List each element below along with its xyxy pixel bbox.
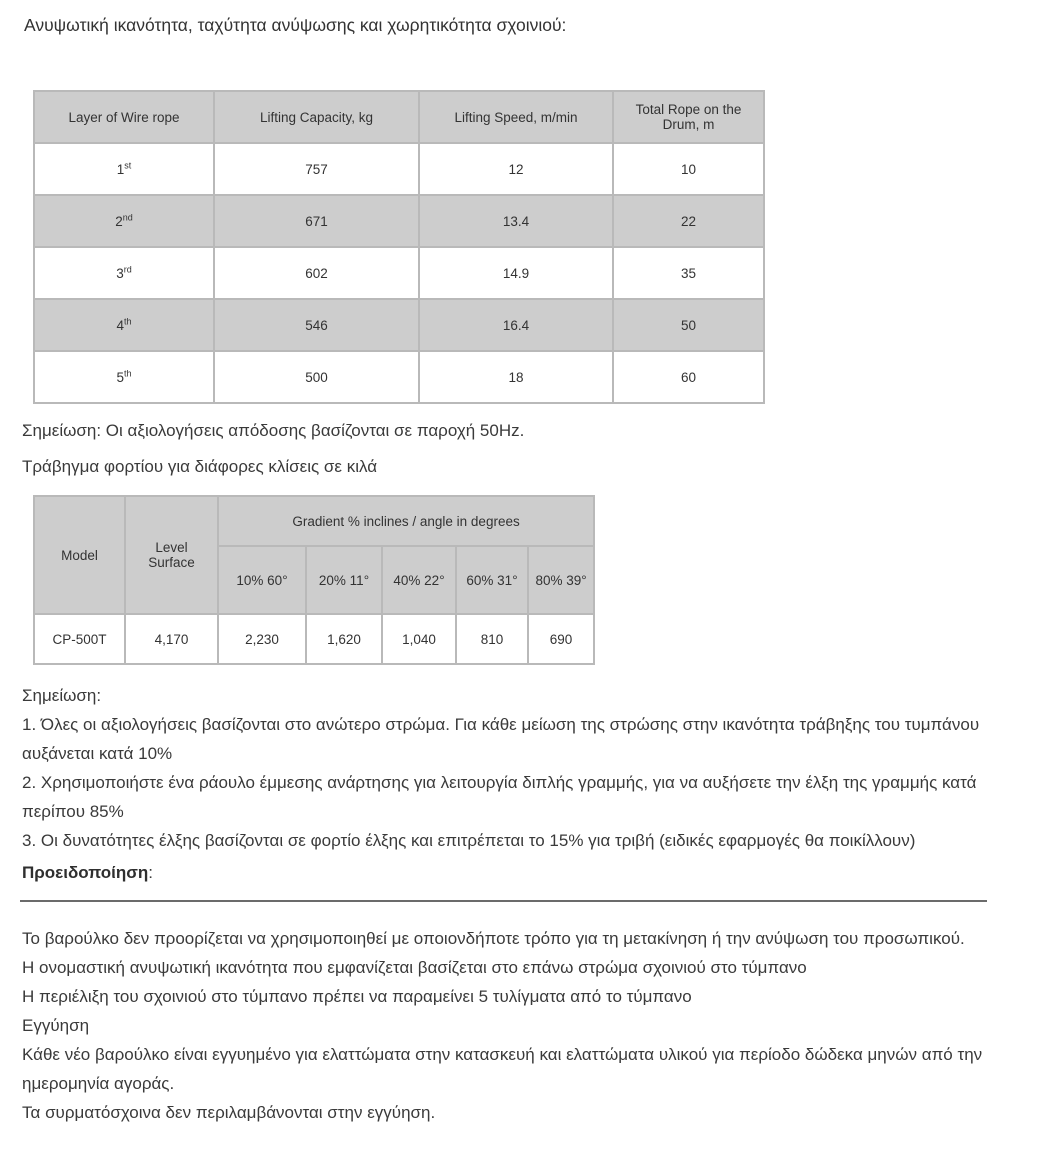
table-row (34, 614, 594, 664)
col-header-gradient-20: 20% 11° (306, 546, 382, 614)
cell-pull-10: 2,230 (218, 614, 306, 664)
cell-capacity: 602 (214, 247, 419, 299)
notes-section (22, 681, 990, 855)
cell-level-surface: 4,170 (125, 614, 218, 664)
cell-layer: 2nd (34, 195, 214, 247)
table-row (34, 299, 764, 351)
body-line-rope-wraps: Η περιέλιξη του σχοινιού στο τύμπανο πρέπει να παραμείνει 5 τυλίγματα από το τύμπανο (22, 987, 692, 1006)
cell-speed: 14.9 (419, 247, 613, 299)
gradient-pull-table (33, 495, 595, 665)
col-header-rope: Total Rope on the Drum, m (613, 91, 764, 143)
body-line-warranty-heading: Εγγύηση (22, 1016, 90, 1035)
cell-capacity: 757 (214, 143, 419, 195)
cell-capacity: 671 (214, 195, 419, 247)
ordinal-suffix: th (124, 368, 132, 378)
col-header-gradient-60: 60% 31° (456, 546, 528, 614)
col-header-capacity: Lifting Capacity, kg (214, 91, 419, 143)
section-divider (20, 900, 987, 902)
cell-capacity: 500 (214, 351, 419, 403)
cell-rope: 60 (613, 351, 764, 403)
body-line-personnel: Το βαρούλκο δεν προορίζεται να χρησιμοποιηθεί με οποιονδήποτε τρόπο για τη μετακίνηση ή την ανύψωση του προσωπικού. (22, 929, 965, 948)
cell-layer: 3rd (34, 247, 214, 299)
table-row (34, 247, 764, 299)
cell-model: CP-500T (34, 614, 125, 664)
col-header-layer: Layer of Wire rope (34, 91, 214, 143)
cell-rope: 10 (613, 143, 764, 195)
cell-layer: 1st (34, 143, 214, 195)
cell-pull-20: 1,620 (306, 614, 382, 664)
body-text-section (22, 924, 990, 1127)
cell-speed: 12 (419, 143, 613, 195)
cell-rope: 50 (613, 299, 764, 351)
lifting-capacity-table (33, 90, 765, 404)
cell-pull-60: 810 (456, 614, 528, 664)
col-header-gradient-40: 40% 22° (382, 546, 456, 614)
ordinal-suffix: st (124, 160, 132, 170)
note-item-2: 2. Χρησιμοποιήστε ένα ράουλο έμμεσης ανάρτησης για λειτουργία διπλής γραμμής, για να αυξήσετε την έλξη της γραμμής κατά περίπου 85% (22, 773, 977, 821)
col-header-speed: Lifting Speed, m/min (419, 91, 613, 143)
cell-speed: 13.4 (419, 195, 613, 247)
table-row (34, 195, 764, 247)
cell-rope: 22 (613, 195, 764, 247)
warning-heading (22, 858, 990, 887)
col-header-gradient-group: Gradient % inclines / angle in degrees (218, 496, 594, 546)
cell-pull-40: 1,040 (382, 614, 456, 664)
body-line-rope-excluded: Τα συρματόσχοινα δεν περιλαμβάνονται στην εγγύηση. (22, 1103, 436, 1122)
pull-table-heading: Τράβηγμα φορτίου για διάφορες κλίσεις σε κιλά (22, 457, 378, 476)
table-header-row (34, 91, 764, 143)
ordinal-suffix: th (124, 316, 132, 326)
cell-layer: 5th (34, 351, 214, 403)
cell-speed: 18 (419, 351, 613, 403)
note-50hz: Σημείωση: Οι αξιολογήσεις απόδοσης βασίζονται σε παροχή 50Hz. (22, 421, 525, 440)
col-header-model: Model (34, 496, 125, 614)
table-row (34, 351, 764, 403)
ordinal-suffix: rd (123, 264, 132, 274)
cell-layer: 4th (34, 299, 214, 351)
warning-label: Προειδοποίηση (22, 863, 149, 882)
cell-speed: 16.4 (419, 299, 613, 351)
col-header-gradient-80: 80% 39° (528, 546, 594, 614)
warning-colon: : (148, 863, 153, 882)
ordinal-suffix: nd (122, 212, 133, 222)
cell-rope: 35 (613, 247, 764, 299)
notes-heading: Σημείωση: (22, 686, 102, 705)
note-item-1: 1. Όλες οι αξιολογήσεις βασίζονται στο ανώτερο στρώμα. Για κάθε μείωση της στρώσης στην ικανότητα τράβηξης του τυμπάνου αυξάνεται κατά 10% (22, 715, 980, 763)
table-row (34, 143, 764, 195)
page-title: Ανυψωτική ικανότητα, ταχύτητα ανύψωσης και χωρητικότητα σχοινιού: (24, 15, 567, 35)
col-header-gradient-10: 10% 60° (218, 546, 306, 614)
table-header-row (34, 496, 594, 546)
cell-pull-80: 690 (528, 614, 594, 664)
col-header-level-surface: Level Surface (125, 496, 218, 614)
cell-capacity: 546 (214, 299, 419, 351)
body-line-rated-capacity: Η ονομαστική ανυψωτική ικανότητα που εμφανίζεται βασίζεται στο επάνω στρώμα σχοινιού στο τύμπανο (22, 958, 807, 977)
note-item-3: 3. Οι δυνατότητες έλξης βασίζονται σε φορτίο έλξης και επιτρέπεται το 15% για τριβή (ειδικές εφαρμογές θα ποικίλλουν) (22, 831, 916, 850)
body-line-warranty-terms: Κάθε νέο βαρούλκο είναι εγγυημένο για ελαττώματα στην κατασκευή και ελαττώματα υλικού για περίοδο δώδεκα μηνών από την ημερομηνία αγοράς. (22, 1045, 983, 1093)
